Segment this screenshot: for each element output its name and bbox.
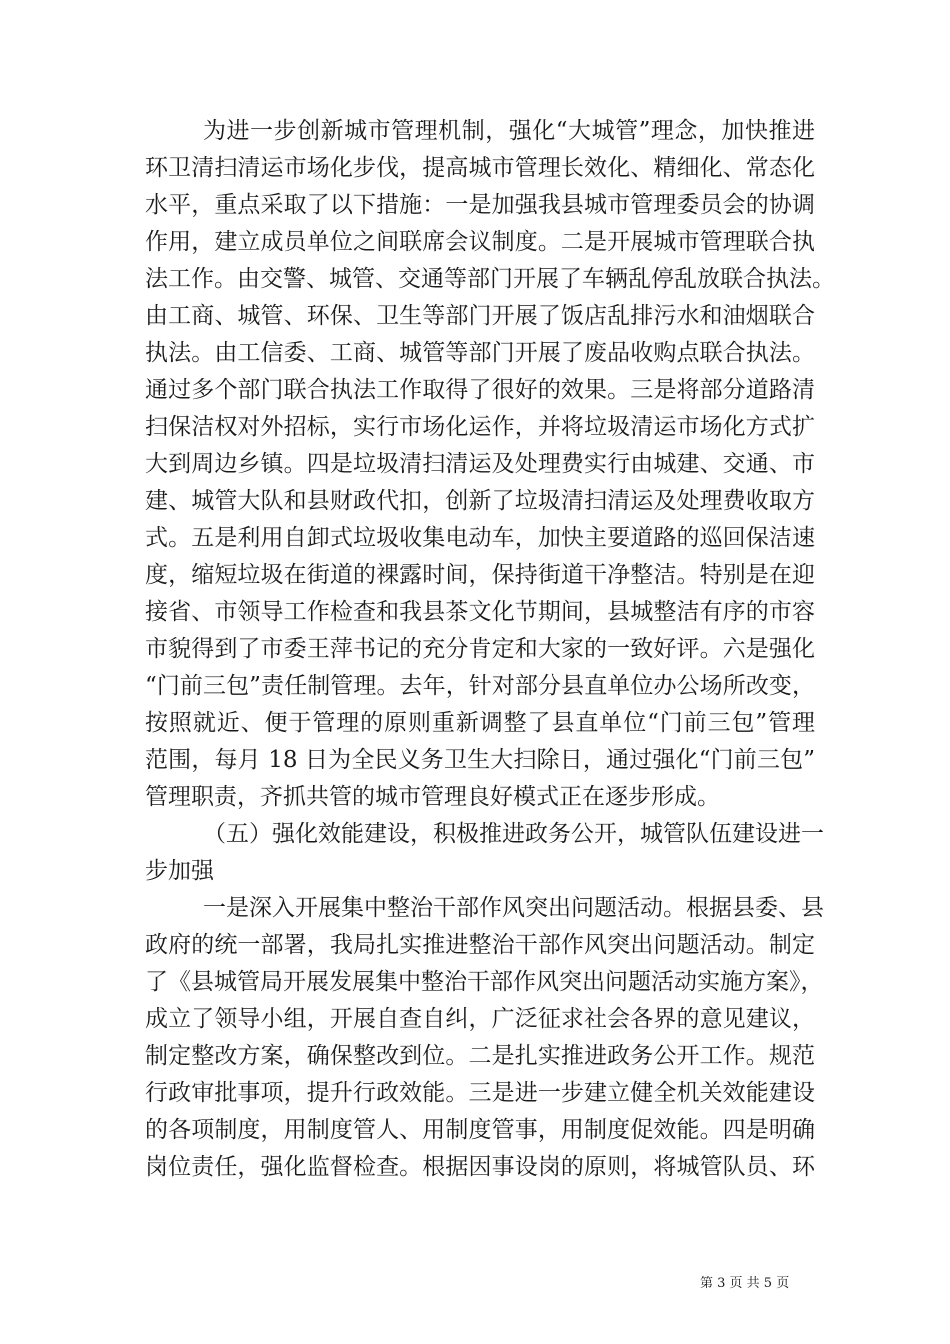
paragraph-line: 水平，重点采取了以下措施：一是加强我县城市管理委员会的协调 xyxy=(145,192,815,218)
paragraph-line: 管理职责，齐抓共管的城市管理良好模式正在逐步形成。 xyxy=(145,784,720,810)
paragraph-line: 制定整改方案，确保整改到位。二是扎实推进政务公开工作。规范 xyxy=(145,1043,815,1069)
paragraph-line: 岗位责任，强化监督检查。根据因事设岗的原则，将城管队员、环 xyxy=(145,1154,815,1180)
paragraph-line: 度，缩短垃圾在街道的裸露时间，保持街道干净整洁。特别是在迎 xyxy=(145,562,815,588)
paragraph-line: 为进一步创新城市管理机制，强化“大城管”理念，加快推进 xyxy=(203,118,815,144)
body-text xyxy=(145,113,835,1186)
paragraph-line: 的各项制度，用制度管人、用制度管事，用制度促效能。四是明确 xyxy=(145,1117,815,1143)
section-heading-line: （五）强化效能建设，积极推进政务公开，城管队伍建设进一 xyxy=(203,821,824,847)
paragraph-line: 行政审批事项，提升行政效能。三是进一步建立健全机关效能建设 xyxy=(145,1080,815,1106)
paragraph-line: 法工作。由交警、城管、交通等部门开展了车辆乱停乱放联合执法。 xyxy=(145,266,835,292)
section-heading-line: 步加强 xyxy=(145,858,214,884)
paragraph-line: “门前三包”责任制管理。去年，针对部分县直单位办公场所改变， xyxy=(145,673,815,699)
paragraph-line: 扫保洁权对外招标，实行市场化运作，并将垃圾清运市场化方式扩 xyxy=(145,414,815,440)
paragraph-line: 接省、市领导工作检查和我县茶文化节期间，县城整洁有序的市容 xyxy=(145,599,815,625)
paragraph-line: 市貌得到了市委王萍书记的充分肯定和大家的一致好评。六是强化 xyxy=(145,636,815,662)
paragraph-line: 作用，建立成员单位之间联席会议制度。二是开展城市管理联合执 xyxy=(145,229,815,255)
paragraph-line: 范围，每月 18 日为全民义务卫生大扫除日，通过强化“门前三包” xyxy=(145,747,815,773)
paragraph-line: 环卫清扫清运市场化步伐，提高城市管理长效化、精细化、常态化 xyxy=(145,155,815,181)
paragraph-line: 大到周边乡镇。四是垃圾清扫清运及处理费实行由城建、交通、市 xyxy=(145,451,815,477)
paragraph-line: 执法。由工信委、工商、城管等部门开展了废品收购点联合执法。 xyxy=(145,340,815,366)
paragraph-line: 成立了领导小组，开展自查自纠，广泛征求社会各界的意见建议， xyxy=(145,1006,815,1032)
paragraph-line: 建、城管大队和县财政代扣，创新了垃圾清扫清运及处理费收取方 xyxy=(145,488,815,514)
paragraph-line: 由工商、城管、环保、卫生等部门开展了饭店乱排污水和油烟联合 xyxy=(145,303,815,329)
paragraph-line: 了《县城管局开展发展集中整治干部作风突出问题活动实施方案》， xyxy=(145,969,824,995)
page-number: 第 3 页 共 5 页 xyxy=(700,1276,790,1291)
paragraph-line: 式。五是利用自卸式垃圾收集电动车，加快主要道路的巡回保洁速 xyxy=(145,525,815,551)
paragraph-line: 一是深入开展集中整治干部作风突出问题活动。根据县委、县 xyxy=(203,895,824,921)
paragraph-line: 政府的统一部署，我局扎实推进整治干部作风突出问题活动。制定 xyxy=(145,932,815,958)
paragraph-line: 按照就近、便于管理的原则重新调整了县直单位“门前三包”管理 xyxy=(145,710,815,736)
paragraph-line: 通过多个部门联合执法工作取得了很好的效果。三是将部分道路清 xyxy=(145,377,815,403)
